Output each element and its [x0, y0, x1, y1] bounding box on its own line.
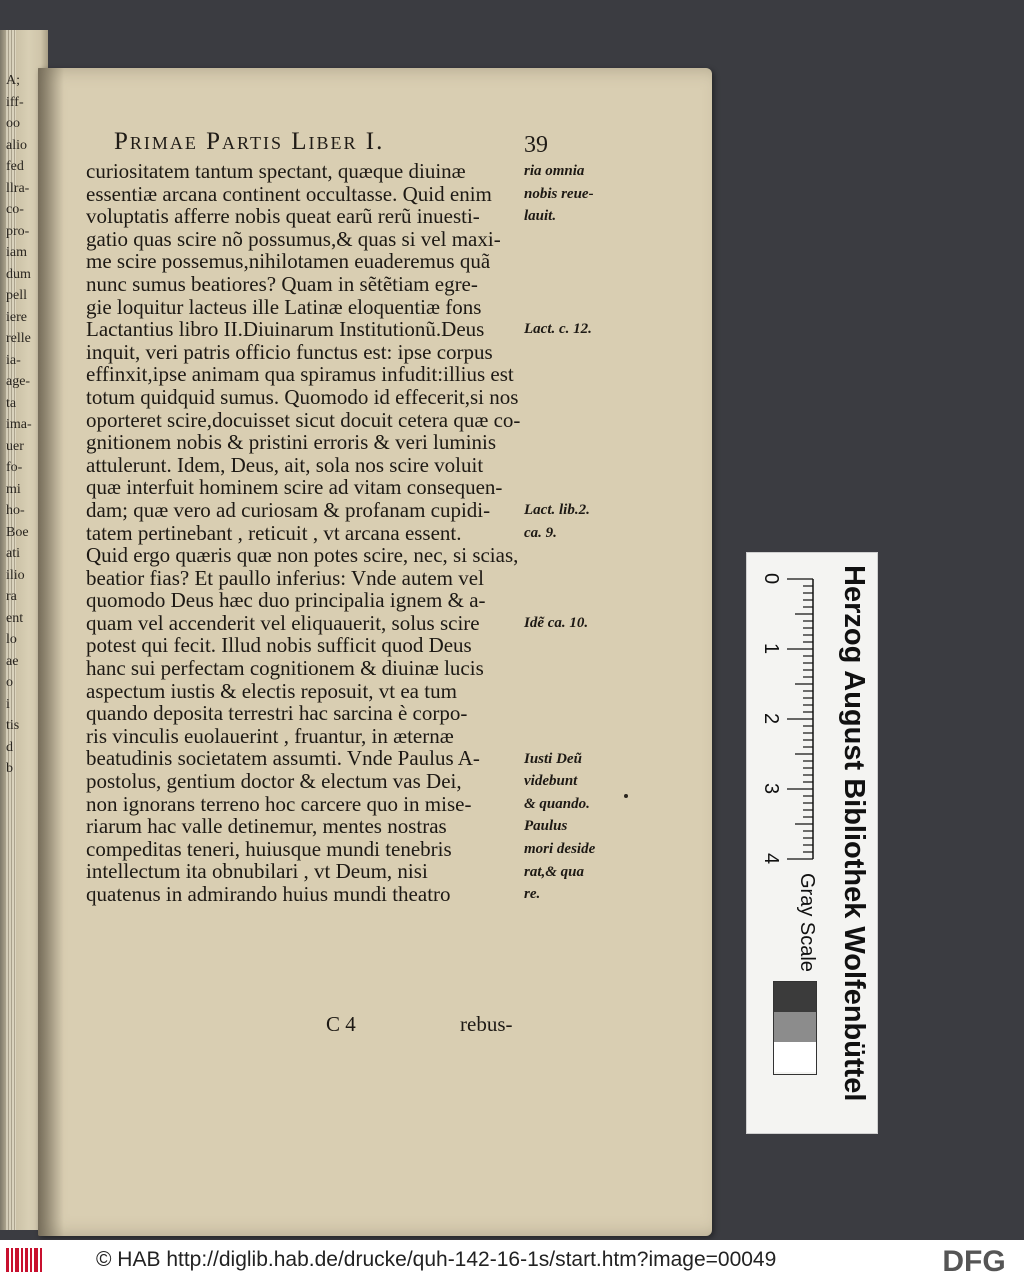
marginal-note	[524, 612, 624, 635]
footer-bar	[0, 1240, 1024, 1280]
marginal-note	[524, 748, 624, 906]
prev-page-fragment: mi	[6, 481, 21, 497]
running-head: Primae Partis Liber I.	[114, 128, 385, 155]
prev-page-fragment: lo	[6, 632, 17, 647]
prev-page-fragment: co-	[6, 202, 24, 217]
text-line: me scire possemus,nihilotamen euaderemus quã	[86, 249, 491, 274]
gray-swatch	[774, 1012, 816, 1042]
text-line: ris vinculis euolauerint , fruantur, in æternæ	[86, 723, 454, 748]
dfg-logo	[930, 1244, 1018, 1276]
text-line: quomodo Deus hæc duo principalia ignem & a-	[86, 588, 486, 613]
signature-mark: C 4	[326, 1012, 356, 1036]
gray-scale-swatches	[773, 981, 817, 1075]
text-line: voluptatis afferre nobis queat earũ rerũ inuesti-	[86, 204, 480, 229]
text-line: potest qui fecit. Illud nobis sufficit quod Deus	[86, 633, 472, 658]
prev-page-fragment: llra-	[6, 180, 30, 196]
marginal-note-line: rat,& qua	[524, 863, 585, 880]
marginal-note	[524, 318, 624, 341]
marginal-note-line: mori deside	[524, 840, 596, 857]
text-line: oporteret scire,docuisset sicut docuit cetera quæ co-	[86, 407, 521, 432]
prev-page-fragment: fed	[6, 159, 24, 174]
hab-barcode-logo-icon	[6, 1246, 42, 1274]
prev-page-fragment: dum	[6, 266, 31, 282]
prev-page-fragment: o	[6, 675, 13, 690]
scale-card	[746, 552, 878, 1134]
text-line: postolus, gentium doctor & electum vas Dei,	[86, 769, 462, 794]
text-line: beatudinis societatem assumti. Vnde Paulus A-	[86, 746, 480, 771]
text-line: effinxit,ipse animam qua spiramus infudit:illius est	[86, 362, 514, 387]
page-number: 39	[524, 132, 548, 158]
text-line: compeditas teneri, huiusque mundi tenebris	[86, 836, 452, 861]
gray-swatch	[774, 982, 816, 1012]
marginal-note-line: ca. 9.	[524, 524, 557, 541]
prev-page-fragment: iff-	[6, 94, 24, 110]
text-line: gie loquitur lacteus ille Latinæ eloquentiæ fons	[86, 294, 482, 319]
gray-swatch	[774, 1042, 816, 1072]
text-line: beatior fias? Et paullo inferius: Vnde autem vel	[86, 565, 484, 590]
ruler-number: 1	[760, 643, 782, 655]
text-line: attulerunt. Idem, Deus, ait, sola nos scire voluit	[86, 452, 484, 477]
marginal-note-line: re.	[524, 886, 541, 903]
text-line: quando deposita terrestri hac sarcina è corpo-	[86, 701, 468, 726]
text-line: essentiæ arcana continent occultasse. Quid enim	[86, 181, 492, 206]
text-line: Quid ergo quæris quæ non potes scire, nec, si scias,	[86, 543, 519, 568]
prev-page-fragment: ta	[6, 395, 17, 411]
marginal-note-line: Idẽ ca. 10.	[524, 615, 589, 631]
text-line: non ignorans terreno hoc carcere quo in mise-	[86, 791, 472, 816]
marginal-note	[524, 160, 624, 228]
text-line: quam vel accenderit vel eliquauerit, solus scire	[86, 610, 480, 635]
ruler-number: 0	[760, 573, 782, 585]
text-line: quæ interfuit hominem scire ad vitam consequen-	[86, 475, 503, 500]
copyright-url: © HAB http://diglib.hab.de/drucke/quh-142-16-1s/start.htm?image=00049	[96, 1248, 777, 1271]
text-line: gatio quas scire nõ possumus,& quas si vel maxi-	[86, 226, 501, 251]
card-text	[796, 565, 875, 1125]
text-line: aspectum iustis & electis reposuit, vt ea tum	[86, 678, 457, 703]
text-line: Lactantius libro II.Diuinarum Institutionũ.Deus	[86, 317, 485, 342]
marginal-note-line: lauit.	[524, 208, 557, 225]
prev-page-fragment: uer	[6, 438, 24, 454]
text-line: riarum hac valle detinemur, mentes nostras	[86, 814, 447, 839]
gray-scale-label: Gray Scale	[796, 873, 818, 972]
ruler-number: 4	[760, 853, 782, 865]
text-line: gnitionem nobis & pristini erroris & veri luminis	[86, 430, 497, 455]
text-line: tatem pertinebant , reticuit , vt arcana essent.	[86, 520, 462, 545]
marginal-note-line: & quando.	[524, 795, 590, 812]
marginal-note-line: nobis reue-	[524, 185, 594, 202]
text-line: nunc sumus beatiores? Quam in sẽtẽtiam egre-	[86, 271, 478, 296]
prev-page-fragment: oo	[6, 116, 20, 131]
prev-page-fragment: d	[6, 739, 13, 755]
prev-page-fragment: ia-	[6, 352, 21, 368]
prev-page-fragment: alio	[6, 137, 27, 153]
dfg-logo-text: DFG	[942, 1245, 1006, 1278]
institution-name: Herzog August Bibliothek Wolfenbüttel	[838, 565, 870, 1102]
marginal-note	[524, 499, 624, 544]
prev-page-fragment: fo-	[6, 460, 23, 475]
marginal-note-line: Iusti Deũ	[524, 750, 582, 767]
prev-page-fragment: ho-	[6, 503, 25, 518]
prev-page-fragment: age-	[6, 374, 31, 389]
text-line: inquit, veri patris officio functus est: ipse corpus	[86, 339, 493, 364]
prev-page-fragment: ent	[6, 610, 24, 626]
prev-page-fragment: tis	[6, 718, 20, 733]
text-line: curiositatem tantum spectant, quæque diuinæ	[86, 159, 466, 183]
text-line: totum quidquid sumus. Quomodo id effecerit,si nos	[86, 384, 519, 409]
ruler-number: 3	[760, 783, 782, 795]
prev-page-fragment: pell	[6, 288, 27, 303]
prev-page-fragment: ilio	[6, 567, 25, 583]
prev-page-fragment: b	[6, 761, 13, 776]
marginal-note-line: Lact. lib.2.	[524, 502, 590, 518]
prev-page-fragment: ra	[6, 589, 17, 604]
marginal-note-line: Lact. c. 12.	[524, 321, 592, 338]
marginal-note-line: ria omnia	[524, 163, 585, 179]
prev-page-fragment: iere	[6, 309, 27, 325]
marginal-note-line: videbunt	[524, 773, 578, 790]
text-line: intellectum ita obnubilari , vt Deum, nisi	[86, 859, 428, 884]
prev-page-fragment: Boe	[6, 524, 29, 540]
prev-page-fragment: pro-	[6, 223, 30, 239]
text-line: hanc sui perfectam cognitionem & diuinæ lucis	[86, 656, 484, 681]
prev-page-fragment: i	[6, 696, 10, 712]
prev-page-fragment: A;	[6, 73, 20, 88]
marginal-note-line: Paulus	[524, 818, 568, 835]
page-gutter-shadow	[38, 68, 64, 1236]
prev-page-fragment: iam	[6, 245, 27, 260]
prev-page-fragment: ima-	[6, 417, 32, 432]
prev-page-fragment: ae	[6, 653, 19, 669]
text-line: dam; quæ vero ad curiosam & profanam cupidi-	[86, 497, 491, 522]
ruler	[755, 565, 817, 865]
text-line: quatenus in admirando huius mundi theatro	[86, 882, 451, 906]
ink-dot	[624, 794, 628, 798]
prev-page-fragment: ati	[6, 546, 20, 561]
body-text	[86, 160, 536, 906]
prev-page-fragment: relle	[6, 331, 31, 346]
ruler-number: 2	[760, 713, 782, 725]
catchword: rebus-	[460, 1012, 513, 1036]
